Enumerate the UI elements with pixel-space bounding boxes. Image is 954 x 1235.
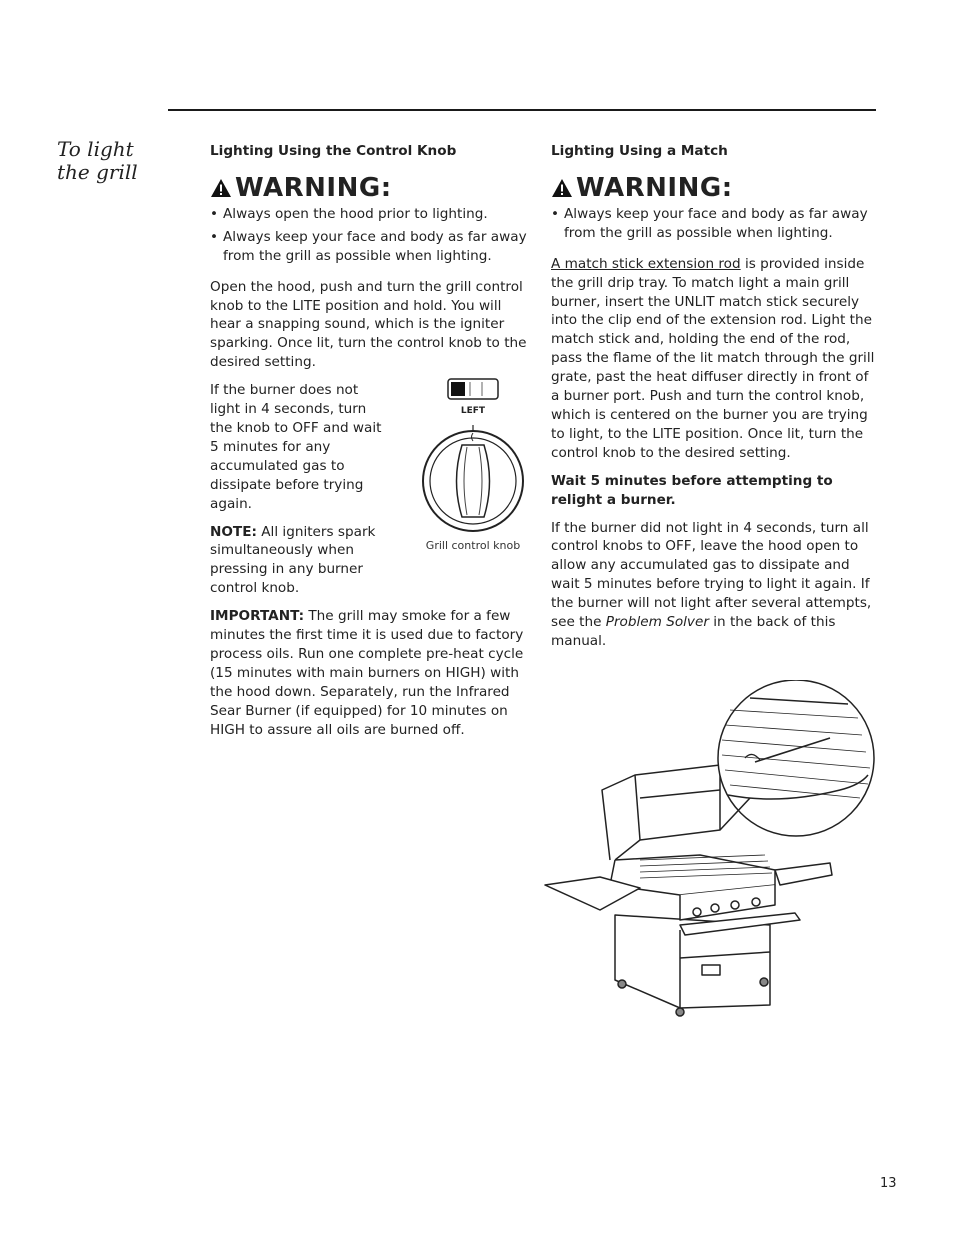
right-bullet-list xyxy=(551,205,881,243)
bullet-glyph: • xyxy=(551,205,560,222)
right-para-2-a: If the burner did not light in 4 seconds, turn all control knobs to OFF, leave the hood open to allow any accumulated gas to dissipate and wait 5 minutes before trying to light it again. If the burner will not light after several attempts, see the xyxy=(551,519,872,631)
bullet-text: Always open the hood prior to lighting. xyxy=(223,205,488,222)
left-column xyxy=(210,142,528,748)
wait-paragraph: Wait 5 minutes before attempting to relight a burner. xyxy=(551,472,833,508)
left-para-1: Open the hood, push and turn the grill control knob to the LITE position and hold. You will hear a snapping sound, which is the igniter sparking. Once lit, turn the control knob to the desired setting. xyxy=(210,278,527,371)
note-text: All igniters spark simultaneously when pressing in any burner control knob. xyxy=(210,523,376,597)
bullet-glyph: • xyxy=(210,205,219,222)
right-para-1-text: is provided inside the grill drip tray. To match light a main grill burner, insert the UNLIT match stick securely into the clip end of the extension rod. Light the match stick and, holding the end of the rod, pass the flame of the lit match through the grill grate, past the heat diffuser directly in front of a burner port. Push and turn the control knob, which is centered on the burner you are trying to light, to the LITE position. Once lit, turn the control knob to the desired setting. xyxy=(551,255,875,461)
left-bullet-list xyxy=(210,205,528,266)
list-item xyxy=(210,205,528,224)
left-warning xyxy=(210,173,528,203)
left-heading: Lighting Using the Control Knob xyxy=(210,143,457,159)
control-knob-icon xyxy=(420,423,526,535)
important-text: The grill may smoke for a few minutes the first time it is used due to factory process oils. Run one complete pre-heat cycle (15 minutes with main burners on HIGH) with the hood down. Separately, run the Infrared Sear Burner (if equipped) for 10 minutes on HIGH to assure all oils are burned off. xyxy=(210,608,524,738)
bullet-text: Always keep your face and body as far away from the grill as possible when lighting. xyxy=(223,228,527,264)
left-para-2: If the burner does not light in 4 seconds, turn the knob to OFF and wait 5 minutes for any accumulated gas to dissipate before trying again. xyxy=(210,382,382,512)
right-warning-label: WARNING: xyxy=(576,172,733,203)
right-para-2-b: in the back of this manual. xyxy=(551,614,836,649)
section-title: To light the grill xyxy=(57,137,138,184)
warning-triangle-icon xyxy=(210,178,232,198)
problem-solver-ref: Problem Solver xyxy=(605,614,709,631)
knob-figure xyxy=(416,378,530,556)
note-paragraph xyxy=(210,523,392,599)
list-item xyxy=(551,205,881,243)
left-warning-label: WARNING: xyxy=(235,172,392,203)
page-number: 13 xyxy=(880,1176,897,1191)
bullet-glyph: • xyxy=(210,228,219,245)
knob-indicator-icon xyxy=(447,378,499,402)
warning-triangle-icon xyxy=(551,178,573,198)
header-rule xyxy=(168,109,876,111)
right-warning xyxy=(551,173,881,203)
knob-caption: Grill control knob xyxy=(425,538,521,552)
right-para-1 xyxy=(551,255,881,463)
right-column xyxy=(551,142,881,660)
right-para-2 xyxy=(551,519,881,651)
note-label: NOTE: xyxy=(210,523,257,540)
bullet-text: Always keep your face and body as far away from the grill as possible when lighting. xyxy=(564,205,868,241)
list-item xyxy=(210,228,528,266)
right-heading: Lighting Using a Match xyxy=(551,143,728,159)
knob-indicator-label: LEFT xyxy=(460,406,486,416)
grill-illustration xyxy=(540,680,880,1020)
important-label: IMPORTANT: xyxy=(210,608,305,625)
match-rod-link: A match stick extension rod xyxy=(551,255,741,272)
important-paragraph xyxy=(210,607,528,739)
